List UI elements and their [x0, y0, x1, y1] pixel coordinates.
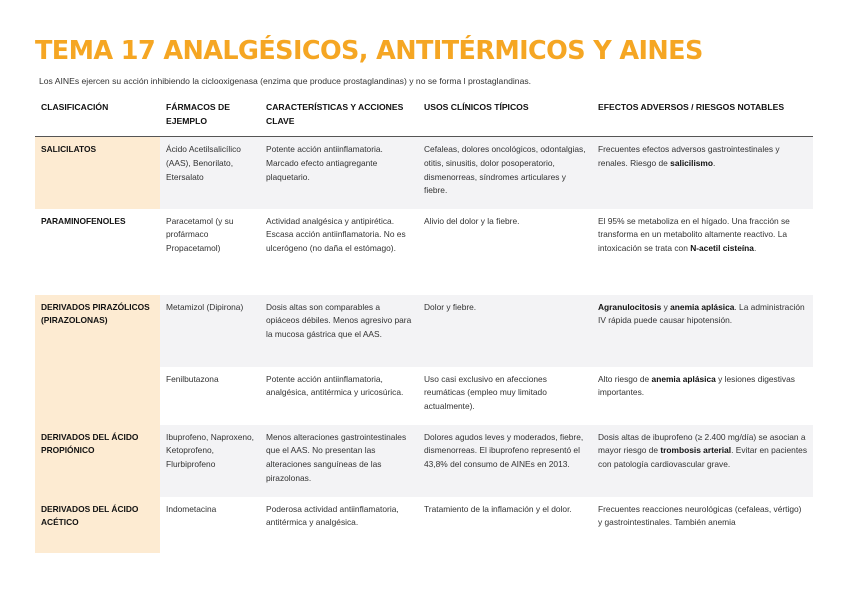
cell-drugs: Indometacina: [160, 497, 260, 553]
document-page: [35, 34, 813, 553]
cell-drugs: Metamizol (Dipirona): [160, 295, 260, 367]
table-row: [35, 425, 813, 497]
cell-drugs: Paracetamol (y su profármaco Propacetamol): [160, 209, 260, 295]
cell-effects: Alto riesgo de anemia aplásica y lesiones digestivas importantes.: [592, 367, 813, 425]
header-uses: USOS CLÍNICOS TÍPICOS: [418, 100, 592, 137]
cell-uses: Cefaleas, dolores oncológicos, odontalgias, otitis, sinusitis, dolor posoperatorio, dismenorreas, síndromes articulares y fiebre.: [418, 137, 592, 209]
cell-features: Menos alteraciones gastrointestinales que el AAS. No presentan las alteraciones sanguíneas de las pirazolonas.: [260, 425, 418, 497]
cell-effects: Frecuentes efectos adversos gastrointestinales y renales. Riesgo de salicilismo.: [592, 137, 813, 209]
cell-uses: Tratamiento de la inflamación y el dolor.: [418, 497, 592, 553]
table-row: [35, 295, 813, 367]
table-row: [35, 137, 813, 209]
page-title: TEMA 17 ANALGÉSICOS, ANTITÉRMICOS Y AINES: [35, 36, 703, 66]
cell-features: Potente acción antiinflamatoria. Marcado efecto antiagregante plaquetario.: [260, 137, 418, 209]
cell-drugs: Fenilbutazona: [160, 367, 260, 425]
cell-classification: DERIVADOS PIRAZÓLICOS (PIRAZOLONAS): [35, 295, 160, 425]
intro-text: Los AINEs ejercen su acción inhibiendo la ciclooxigenasa (enzima que produce prostaglandinas) y no se forma l prostaglandinas.: [39, 76, 532, 86]
cell-effects: Agranulocitosis y anemia aplásica. La administración IV rápida puede causar hipotensión.: [592, 295, 813, 367]
cell-features: Dosis altas son comparables a opiáceos débiles. Menos agresivo para la mucosa gástrica que el AAS.: [260, 295, 418, 367]
cell-uses: Dolores agudos leves y moderados, fiebre, dismenorreas. El ibuprofeno representó el 43,8% del consumo de AINEs en 2013.: [418, 425, 592, 497]
cell-features: Poderosa actividad antiinflamatoria, antitérmica y analgésica.: [260, 497, 418, 553]
cell-uses: Uso casi exclusivo en afecciones reumáticas (empleo muy limitado actualmente).: [418, 367, 592, 425]
cell-uses: Dolor y fiebre.: [418, 295, 592, 367]
cell-effects: El 95% se metaboliza en el hígado. Una fracción se transforma en un metabolito altamente reactivo. La intoxicación se trata con N-acetil cisteína.: [592, 209, 813, 295]
cell-effects: Frecuentes reacciones neurológicas (cefaleas, vértigo) y gastrointestinales. También anemia: [592, 497, 813, 553]
cell-features: Actividad analgésica y antipirética. Escasa acción antiinflamatoria. No es ulcerógeno (no daña el estómago).: [260, 209, 418, 295]
cell-classification: DERIVADOS DEL ÁCIDO PROPIÓNICO: [35, 425, 160, 497]
header-drugs: FÁRMACOS DE EJEMPLO: [160, 100, 260, 137]
header-effects: EFECTOS ADVERSOS / RIESGOS NOTABLES: [592, 100, 813, 137]
cell-drugs: Ácido Acetilsalicílico (AAS), Benorilato, Etersalato: [160, 137, 260, 209]
table-row: [35, 209, 813, 295]
drug-table: [35, 100, 813, 553]
cell-uses: Alivio del dolor y la fiebre.: [418, 209, 592, 295]
header-features: CARACTERÍSTICAS Y ACCIONES CLAVE: [260, 100, 418, 137]
cell-classification: PARAMINOFENOLES: [35, 209, 160, 295]
cell-classification: SALICILATOS: [35, 137, 160, 209]
cell-drugs: Ibuprofeno, Naproxeno, Ketoprofeno, Flurbiprofeno: [160, 425, 260, 497]
table-header-row: [35, 100, 813, 137]
cell-features: Potente acción antiinflamatoria, analgésica, antitérmica y uricosúrica.: [260, 367, 418, 425]
cell-effects: Dosis altas de ibuprofeno (≥ 2.400 mg/día) se asocian a mayor riesgo de trombosis arterial. Evitar en pacientes con patología cardiovascular grave.: [592, 425, 813, 497]
header-classification: CLASIFICACIÓN: [35, 100, 160, 137]
table-row: [35, 497, 813, 553]
cell-classification: DERIVADOS DEL ÁCIDO ACÉTICO: [35, 497, 160, 553]
